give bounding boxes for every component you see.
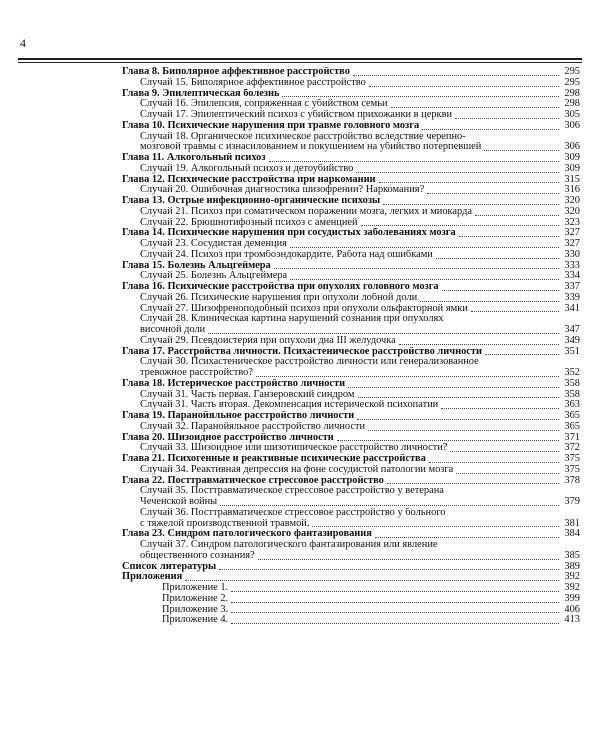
toc-entry-page: 327 [564, 238, 580, 249]
dot-leader [368, 430, 559, 431]
dot-leader [383, 204, 559, 205]
dot-leader [356, 172, 559, 173]
toc-entry-title: Случай 37. Синдром патологического фантазирования или явление [140, 540, 438, 550]
dot-leader [361, 225, 559, 226]
toc-entry-case [122, 551, 580, 562]
toc-entry-chapter [122, 175, 580, 186]
toc-entry-chapter [122, 433, 580, 444]
toc-entry-page: 341 [564, 302, 580, 314]
dot-leader [231, 612, 559, 613]
toc-entry-title: Случай 26. Психические нарушения при опухоли лобной доли [140, 292, 418, 303]
dot-leader [312, 526, 559, 527]
dot-leader [220, 505, 559, 506]
toc-entry-title: Глава 14. Психические нарушения при сосудистых заболеваниях мозга [122, 228, 456, 239]
toc-entry-title: Приложение 3. [162, 604, 229, 615]
dot-leader [375, 537, 559, 538]
toc-entry-case [122, 132, 580, 143]
toc-entry-chapter [122, 121, 580, 132]
toc-entry-page: 351 [564, 345, 580, 357]
toc-entry-case [122, 486, 580, 497]
dot-leader [429, 462, 559, 463]
toc-entry-page: 365 [564, 410, 580, 421]
toc-entry-page: 309 [564, 152, 580, 163]
toc-entry-case [122, 519, 580, 530]
toc-entry-page: 305 [564, 109, 580, 120]
toc-entry-page: 392 [564, 571, 580, 583]
toc-entry-title: Случай 36. Посттравматическое стрессовое расстройство у больного [140, 507, 446, 518]
toc-entry-page: 306 [564, 119, 580, 131]
toc-entry-case [122, 142, 580, 153]
dot-leader [399, 344, 559, 345]
toc-entry-section [122, 562, 580, 573]
page-number: 4 [20, 36, 26, 50]
toc-entry-case [122, 325, 580, 336]
toc-entry-page: 358 [564, 377, 580, 389]
dot-leader [231, 591, 559, 592]
toc-entry-page: 295 [564, 66, 580, 77]
toc-entry-appendix [122, 594, 580, 605]
toc-entry-title: Приложение 1. [162, 583, 229, 593]
toc-entry-page: 315 [564, 173, 580, 185]
toc-entry-case [122, 497, 580, 508]
toc-entry-page: 347 [564, 324, 580, 335]
toc-entry-appendix [122, 583, 580, 594]
toc-entry-page: 381 [564, 517, 580, 529]
toc-entry-title: мозговой травмы с изнасилованием и покушением на убийство потерпевшей [140, 142, 482, 153]
toc-entry-title: Случай 31. Часть первая. Ганзеровский синдром [140, 389, 355, 400]
toc-entry-title: височной доли [140, 325, 206, 335]
dot-leader [269, 161, 559, 162]
toc-entry-page: 384 [564, 528, 580, 540]
toc-entry-appendix [122, 615, 580, 626]
toc-entry-case [122, 314, 580, 325]
toc-entry-title: Список литературы [122, 561, 217, 572]
toc-entry-page: 363 [564, 399, 580, 411]
toc-entry-title: Случай 23. Сосудистая деменция [140, 239, 287, 249]
dot-leader [379, 182, 559, 183]
toc-entry-section [122, 572, 580, 583]
toc-entry-title: Глава 10. Психические нарушения при травме головного мозга [122, 120, 420, 131]
toc-entry-title: Случай 18. Органическое психическое расстройство вследствие черепно- [140, 131, 466, 142]
toc-entry-case [122, 422, 580, 433]
toc-entry-title: Случай 34. Реактивная депрессия на фоне сосудистой патологии мозга [140, 464, 454, 475]
toc-entry-title: Глава 13. Острые инфекционно-органические психозы [122, 196, 381, 206]
dot-leader [422, 129, 559, 130]
dot-leader [353, 75, 559, 76]
dot-leader [357, 419, 559, 420]
dot-leader [219, 569, 559, 570]
toc-entry-page: 399 [564, 592, 580, 604]
toc-entry-title: Случай 31. Часть вторая. Декомпенсация истерической психопатии [140, 400, 439, 411]
dot-leader [391, 107, 559, 108]
toc-entry-page: 352 [564, 367, 580, 378]
dot-leader [459, 236, 559, 237]
toc-entry-chapter [122, 228, 580, 239]
toc-entry-page: 298 [564, 98, 580, 110]
dot-leader [436, 258, 559, 259]
toc-entry-chapter [122, 67, 580, 78]
dot-leader [274, 268, 559, 269]
toc-entry-title: Глава 16. Психические расстройства при опухолях головного мозга [122, 282, 439, 292]
toc-entry-appendix [122, 605, 580, 616]
toc-entry-title: Глава 22. Посттравматическое стрессовое расстройство [122, 475, 384, 486]
toc-entry-page: 295 [564, 76, 580, 88]
toc-entry-page: 323 [564, 216, 580, 228]
toc-entry-page: 339 [564, 291, 580, 303]
toc-entry-page: 333 [564, 259, 580, 271]
toc-entry-title: Приложение 2. [162, 593, 229, 604]
toc-entry-title: Случай 17. Эпилептический психоз с убийством прихожанки в церкви [140, 110, 453, 120]
toc-entry-case [122, 293, 580, 304]
toc-entry-page: 406 [564, 603, 580, 615]
toc-entry-page: 379 [564, 496, 580, 507]
toc-entry-title: Случай 25. Болезнь Альцгеймера [140, 271, 288, 282]
toc-entry-title: Приложение 4. [162, 615, 229, 626]
dot-leader [290, 279, 559, 280]
toc-entry-page: 309 [564, 162, 580, 174]
toc-entry-chapter [122, 89, 580, 100]
dot-leader [485, 354, 559, 355]
toc-entry-title: общественного сознания? [140, 550, 255, 561]
toc-entry-title: Случай 24. Психоз при тромбоэндокардите. Работа над ошибками [140, 249, 433, 260]
dot-leader [290, 247, 559, 248]
toc-entry-chapter [122, 261, 580, 272]
toc-entry-title: Глава 17. Расстройства личности. Психастеническое расстройство личности [122, 346, 482, 357]
toc-entry-case [122, 540, 580, 551]
toc-entry-page: 389 [564, 560, 580, 572]
dot-leader [208, 333, 559, 334]
toc-entry-page: 378 [564, 474, 580, 486]
toc-entry-page: 358 [564, 388, 580, 400]
header-rule-thin [18, 62, 582, 63]
toc-entry-title: Глава 15. Болезнь Альцгеймера [122, 260, 271, 271]
toc-entry-page: 298 [564, 87, 580, 99]
toc-entry-title: Случай 35. Посттравматическое стрессовое расстройство у ветерана [140, 486, 444, 497]
toc-entry-title: Случай 33. Шизоидное или шизотипическое расстройство личности? [140, 443, 448, 454]
toc-entry-title: Случай 30. Психастеническое расстройство личности или генерализованное [140, 357, 479, 368]
toc-entry-case [122, 400, 580, 411]
toc-entry-case [122, 218, 580, 229]
toc-entry-title: Случай 16. Эпилепсия, сопряженная с убийством семьи [140, 99, 388, 110]
toc-entry-case [122, 110, 580, 121]
dot-leader [358, 397, 559, 398]
toc-entry-case [122, 390, 580, 401]
toc-entry-page: 330 [564, 248, 580, 260]
toc-entry-chapter [122, 347, 580, 358]
dot-leader [348, 387, 559, 388]
toc-entry-page: 320 [564, 195, 580, 206]
dot-leader [420, 301, 559, 302]
toc-entry-chapter [122, 476, 580, 487]
toc-entry-page: 413 [564, 614, 580, 626]
toc-entry-page: 349 [564, 334, 580, 346]
dot-leader [387, 483, 559, 484]
toc-entry-chapter [122, 529, 580, 540]
toc-entry-title: Глава 11. Алкогольный психоз [122, 153, 266, 163]
toc-entry-page: 375 [564, 463, 580, 475]
toc-entry-case [122, 271, 580, 282]
dot-leader [475, 215, 559, 216]
toc-entry-title: Случай 22. Брюшнотифозный психоз с аменцией [140, 217, 358, 228]
table-of-contents [122, 67, 580, 626]
toc-entry-case [122, 357, 580, 368]
toc-entry-chapter [122, 153, 580, 164]
toc-entry-title: Глава 23. Синдром патологического фантазирования [122, 529, 372, 540]
toc-entry-title: Случай 21. Психоз при соматическом поражении мозга, легких и миокарда [140, 206, 472, 217]
toc-entry-case [122, 465, 580, 476]
dot-leader [455, 118, 559, 119]
toc-entry-title: тревожное расстройство? [140, 368, 253, 378]
toc-entry-case [122, 207, 580, 218]
dot-leader [231, 623, 559, 624]
toc-entry-case [122, 99, 580, 110]
toc-entry-page: 316 [564, 184, 580, 196]
toc-entry-title: Глава 19. Паранойяльное расстройство личности [122, 411, 355, 421]
toc-entry-title: Глава 12. Психические расстройства при наркомании [122, 174, 376, 185]
toc-entry-title: Приложения [122, 572, 183, 583]
dot-leader [441, 408, 559, 409]
header-rule [18, 58, 582, 60]
toc-entry-chapter [122, 411, 580, 422]
toc-entry-title: Глава 21. Психогенные и реактивные психические расстройства [122, 454, 426, 464]
toc-entry-title: Случай 29. Псевдоистерия при опухоли дна III желудочка [140, 335, 396, 346]
dot-leader [442, 290, 559, 291]
toc-entry-case [122, 78, 580, 89]
dot-leader [471, 311, 559, 312]
dot-leader [369, 86, 559, 87]
toc-entry-title: Случай 28. Клиническая картина нарушений сознания при опухолях [140, 314, 444, 325]
toc-entry-title: Случай 19. Алкогольный психоз и детоубийство [140, 163, 354, 174]
toc-entry-case [122, 304, 580, 315]
toc-entry-case [122, 164, 580, 175]
dot-leader [258, 559, 559, 560]
dot-leader [427, 193, 559, 194]
toc-entry-title: Глава 8. Биполярное аффективное расстройство [122, 67, 350, 77]
dot-leader [231, 602, 559, 603]
toc-entry-title: Глава 20. Шизоидное расстройство личности [122, 432, 334, 443]
toc-entry-page: 327 [564, 227, 580, 239]
toc-entry-page: 375 [564, 453, 580, 464]
dot-leader [185, 580, 559, 581]
toc-entry-title: с тяжелой производственной травмой. [140, 518, 310, 529]
toc-entry-title: Глава 18. Истерическое расстройство личности [122, 378, 346, 389]
toc-entry-page: 365 [564, 420, 580, 432]
toc-entry-chapter [122, 454, 580, 465]
toc-entry-case [122, 368, 580, 379]
toc-entry-title: Чеченской войны [140, 497, 218, 507]
toc-entry-title: Глава 9. Эпилептическая болезнь [122, 88, 280, 99]
toc-entry-case [122, 508, 580, 519]
toc-entry-title: Случай 32. Паранойяльное расстройство личности [140, 421, 366, 432]
toc-entry-page: 334 [564, 270, 580, 282]
toc-entry-case [122, 250, 580, 261]
dot-leader [337, 440, 559, 441]
toc-entry-title: Случай 20. Ошибочная диагностика шизофрении? Наркомания? [140, 185, 425, 196]
dot-leader [456, 473, 559, 474]
toc-entry-chapter [122, 196, 580, 207]
toc-entry-page: 392 [564, 582, 580, 593]
toc-entry-chapter [122, 379, 580, 390]
toc-entry-chapter [122, 282, 580, 293]
dot-leader [256, 376, 559, 377]
toc-entry-page: 337 [564, 281, 580, 292]
toc-entry-case [122, 443, 580, 454]
toc-entry-page: 320 [564, 205, 580, 217]
toc-entry-page: 371 [564, 431, 580, 443]
dot-leader [484, 150, 559, 151]
toc-entry-title: Случай 27. Шизофреноподобный психоз при опухоли ольфакторной ямки [140, 303, 468, 314]
toc-entry-case [122, 239, 580, 250]
toc-entry-case [122, 336, 580, 347]
toc-entry-page: 306 [564, 141, 580, 153]
dot-leader [282, 96, 559, 97]
toc-entry-title: Случай 15. Биполярное аффективное расстройство [140, 77, 366, 88]
dot-leader [450, 451, 559, 452]
toc-entry-page: 372 [564, 442, 580, 454]
toc-entry-case [122, 185, 580, 196]
toc-entry-page: 385 [564, 549, 580, 561]
